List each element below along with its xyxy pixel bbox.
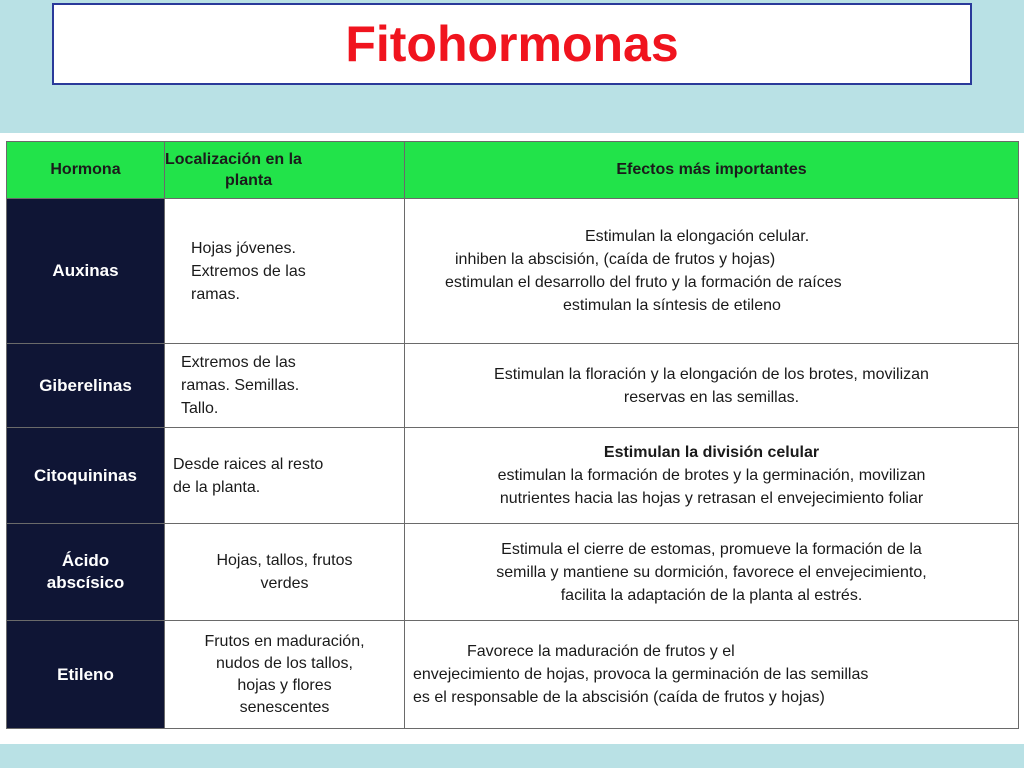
hormone-name-line: Ácido [61, 551, 110, 570]
effects-cell [405, 199, 1019, 344]
location-cell [165, 524, 405, 621]
location-line: Hojas, tallos, frutos [216, 552, 353, 569]
effects-line: Favorece la maduración de frutos y el [467, 643, 735, 660]
title-box [52, 3, 972, 85]
table-row-giberelinas [7, 344, 1019, 428]
header-effects: Efectos más importantes [405, 142, 1019, 199]
location-line: Extremos de las [191, 262, 306, 280]
effects-line: estimulan la formación de brotes y la germinación, movilizan [497, 467, 926, 484]
header-location-line: Localización en la [165, 151, 302, 168]
hormone-name: Citoquininas [7, 428, 165, 524]
effects-line: estimulan el desarrollo del fruto y la formación de raíces [445, 274, 842, 291]
hormone-name [7, 524, 165, 621]
location-line: Tallo. [181, 400, 219, 417]
hormone-name: Giberelinas [7, 344, 165, 428]
effects-cell [405, 524, 1019, 621]
location-line: Extremos de las [181, 354, 296, 371]
effects-line: semilla y mantiene su dormición, favorece el envejecimiento, [496, 563, 927, 581]
table-row-citoquininas [7, 428, 1019, 524]
effects-line: nutrientes hacia las hojas y retrasan el envejecimiento foliar [499, 490, 924, 507]
effects-line: Estimula el cierre de estomas, promueve la formación de la [501, 540, 922, 558]
table-row-auxinas [7, 199, 1019, 344]
effects-line: estimulan la síntesis de etileno [563, 297, 781, 314]
effects-line: envejecimiento de hojas, provoca la germinación de las semillas [413, 666, 869, 683]
location-line: Frutos en maduración, [204, 632, 365, 650]
hormone-name-line: abscísico [46, 573, 125, 592]
hormones-table [6, 141, 1019, 729]
header-location [165, 142, 405, 199]
location-cell [165, 199, 405, 344]
effects-line: Estimulan la floración y la elongación de los brotes, movilizan [494, 365, 929, 383]
table-row-etileno [7, 621, 1019, 729]
effects-cell [405, 428, 1019, 524]
location-line: ramas. Semillas. [181, 377, 300, 394]
location-line: Desde raices al resto [173, 455, 324, 473]
location-cell [165, 621, 405, 729]
location-line: ramas. [191, 285, 240, 303]
page-title: Fitohormonas [345, 16, 679, 72]
effects-line: Estimulan la división celular [603, 444, 820, 461]
location-line: Hojas jóvenes. [191, 239, 296, 257]
effects-line: inhiben la abscisión, (caída de frutos y hojas) [455, 251, 776, 268]
table-row-acido-abscisico [7, 524, 1019, 621]
effects-line: es el responsable de la abscisión (caída de frutos y hojas) [413, 689, 825, 706]
table-header-row [7, 142, 1019, 199]
location-line: hojas y flores [237, 676, 332, 694]
location-line: verdes [260, 575, 309, 592]
effects-cell [405, 621, 1019, 729]
location-line: senescentes [239, 698, 330, 716]
header-hormone: Hormona [7, 142, 165, 199]
header-location-line: planta [225, 172, 273, 189]
effects-cell [405, 344, 1019, 428]
hormone-name: Etileno [7, 621, 165, 729]
effects-line: reservas en las semillas. [623, 388, 800, 406]
effects-line: Estimulan la elongación celular. [585, 228, 810, 245]
hormone-name: Auxinas [7, 199, 165, 344]
effects-line: facilita la adaptación de la planta al estrés. [560, 586, 863, 604]
content-panel [0, 133, 1024, 744]
location-cell [165, 344, 405, 428]
location-cell [165, 428, 405, 524]
location-line: nudos de los tallos, [216, 654, 353, 672]
location-line: de la planta. [173, 478, 261, 496]
